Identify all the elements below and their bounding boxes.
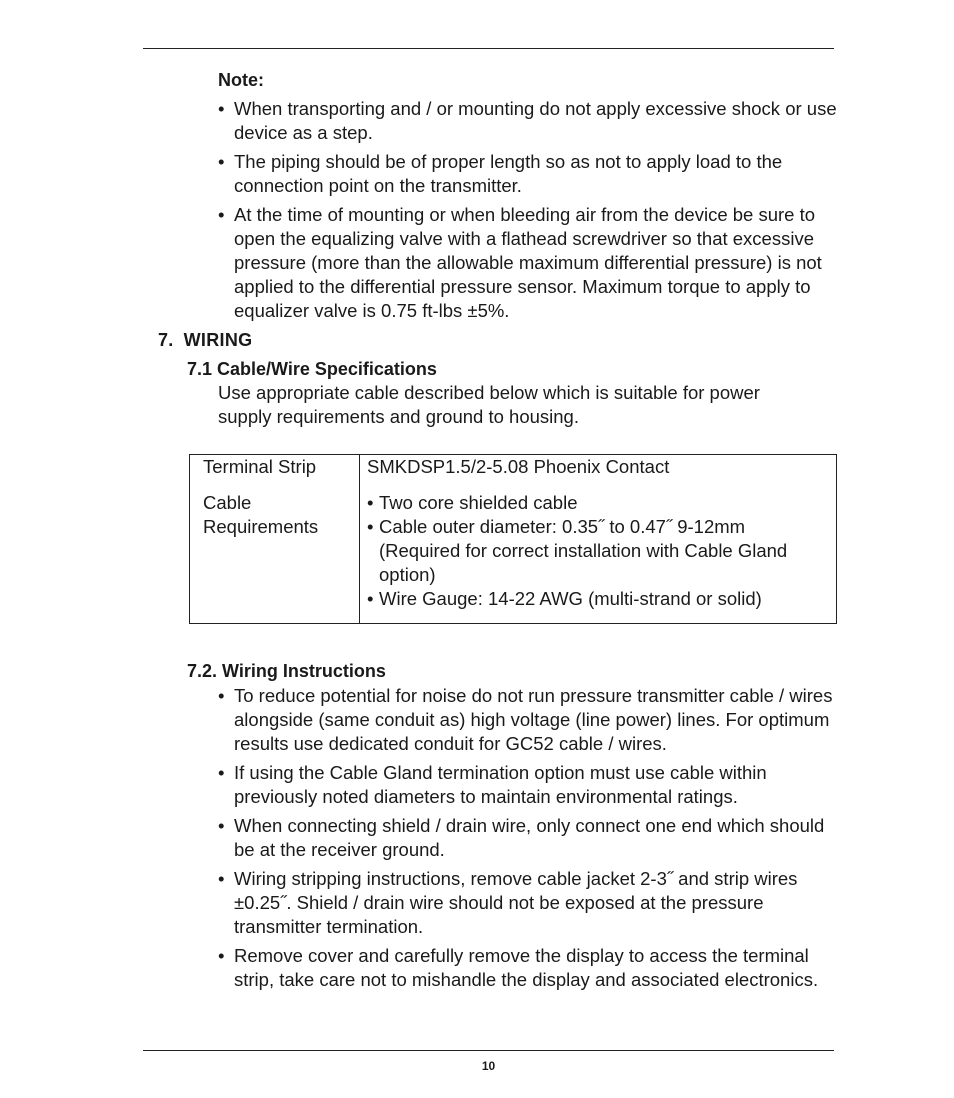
subsection-heading-wiring-instructions: 7.2. Wiring Instructions: [187, 661, 386, 681]
header-rule: [143, 48, 834, 49]
note-item: • When transporting and / or mounting do not apply excessive shock or use device as a step.: [218, 97, 840, 145]
subsection-heading-cable-specs: 7.1 Cable/Wire Specifications: [187, 359, 437, 379]
cable-requirement-item: • Two core shielded cable: [367, 491, 827, 515]
cable-requirement-item: • Wire Gauge: 14-22 AWG (multi-strand or solid): [367, 587, 827, 611]
wiring-instruction-item: • If using the Cable Gland termination option must use cable within previously noted diameters to maintain environmental ratings.: [218, 761, 840, 809]
note-item: • The piping should be of proper length so as not to apply load to the connection point on the transmitter.: [218, 150, 840, 198]
wiring-instruction-item: • To reduce potential for noise do not run pressure transmitter cable / wires alongside (same conduit as) high voltage (line power) lines. For optimum results use dedicated conduit for GC52 cable / wires.: [218, 684, 840, 756]
footer-rule: [143, 1050, 834, 1051]
note-list: [218, 97, 840, 328]
table-column-divider: [359, 455, 360, 623]
section-title: WIRING: [183, 330, 253, 350]
table-value-cable-requirements: [367, 491, 827, 611]
section-number: 7.: [158, 330, 174, 350]
wiring-instruction-item: • Remove cover and carefully remove the display to access the terminal strip, take care not to mishandle the display and associated electronics.: [218, 944, 840, 992]
note-title: Note:: [218, 70, 264, 90]
note-item: • At the time of mounting or when bleeding air from the device be sure to open the equalizing valve with a flathead screwdriver so that excessive pressure (more than the allowable maximum differential pressure) is not applied to the differential pressure sensor. Maximum torque to apply to equalizer valve is 0.75 ft-lbs ±5%.: [218, 203, 840, 323]
table-label-terminal-strip: Terminal Strip: [203, 456, 317, 477]
cable-specs-intro: Use appropriate cable described below which is suitable for power supply requirements and ground to housing.: [218, 382, 760, 427]
section-heading-wiring: [158, 328, 252, 352]
wiring-instructions-list: [218, 684, 840, 997]
cable-spec-table: [189, 454, 837, 624]
page-number: 10: [481, 1059, 496, 1073]
wiring-instruction-item: • Wiring stripping instructions, remove cable jacket 2-3˝ and strip wires ±0.25˝. Shield / drain wire should not be exposed at the pressure transmitter termination.: [218, 867, 840, 939]
cable-requirement-item: • Cable outer diameter: 0.35˝ to 0.47˝ 9-12mm (Required for correct installation with Cable Gland option): [367, 515, 827, 587]
table-label-cable-requirements: Cable Requirements: [203, 492, 319, 537]
wiring-instruction-item: • When connecting shield / drain wire, only connect one end which should be at the receiver ground.: [218, 814, 840, 862]
cable-requirements-list: [367, 491, 827, 611]
table-value-terminal-strip: SMKDSP1.5/2-5.08 Phoenix Contact: [367, 456, 670, 477]
